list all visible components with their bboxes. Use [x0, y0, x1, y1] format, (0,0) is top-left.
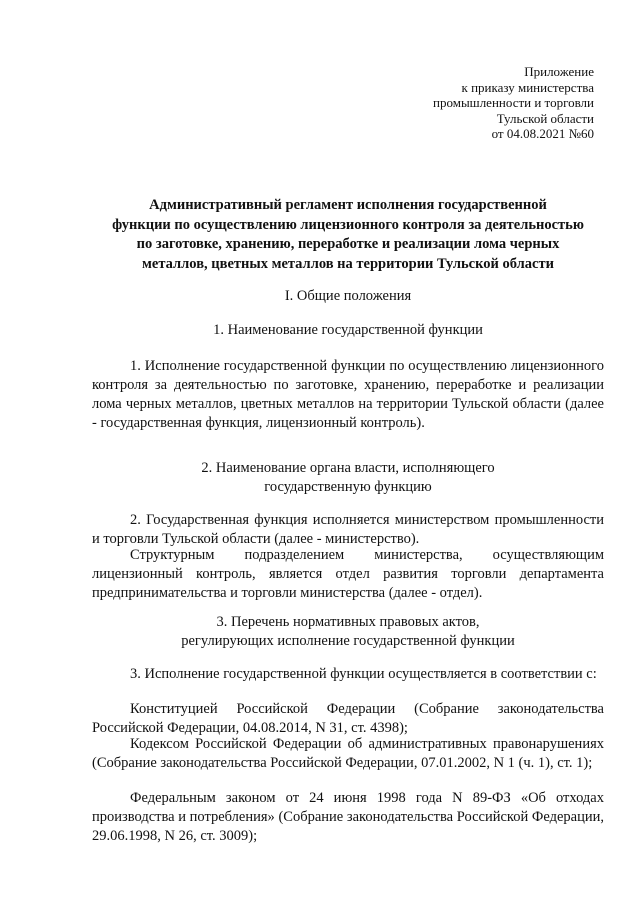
- appendix-line: Приложение: [524, 64, 594, 79]
- appendix-line: от 04.08.2021 №60: [491, 126, 594, 141]
- subsection-heading-2: [92, 459, 604, 497]
- subsection-heading-1: 1. Наименование государственной функции: [213, 322, 483, 338]
- appendix-line: промышленности и торговли: [433, 95, 594, 110]
- paragraph-1: 1. Исполнение государственной функции по осуществлению лицензионного контроля за деятельностью по заготовке, хранению, переработке и реализации лома черных металлов, цветных металлов на территории Тульской области (далее - государственная функция, лицензионный контроль).: [92, 358, 604, 431]
- law-item-constitution: Конституцией Российской Федерации (Собрание законодательства Российской Федерации, 04.08.2014, N 31, ст. 4398);: [92, 701, 604, 736]
- paragraph-2b: Структурным подразделением министерства, осуществляющим лицензионный контроль, является отдел развития торговли департамента предпринимательства и торговли министерства (далее - отдел).: [92, 547, 604, 601]
- heading-line: регулирующих исполнение государственной функции: [181, 633, 515, 649]
- law-item-admin-code: Кодексом Российской Федерации об административных правонарушениях (Собрание законодательства Российской Федерации, 07.01.2002, N 1 (ч. 1), ст. 1);: [92, 736, 604, 771]
- document-title: [92, 196, 604, 274]
- heading-line: 2. Наименование органа власти, исполняющего: [201, 460, 495, 476]
- heading-line: государственную функцию: [264, 479, 432, 495]
- law-item-federal-law: Федеральным законом от 24 июня 1998 года N 89-ФЗ «Об отходах производства и потребления» (Собрание законодательства Российской Федерации, 29.06.1998, N 26, ст. 3009);: [92, 790, 604, 844]
- paragraph-2a: 2. Государственная функция исполняется министерством промышленности и торговли Тульской области (далее - министерство).: [92, 512, 604, 547]
- subsection-heading-3: [92, 613, 604, 651]
- appendix-note: [354, 64, 594, 142]
- title-line: металлов, цветных металлов на территории Тульской области: [142, 255, 554, 272]
- title-line: функции по осуществлению лицензионного контроля за деятельностью: [112, 216, 584, 233]
- section-heading: I. Общие положения: [284, 288, 412, 304]
- paragraph-3: 3. Исполнение государственной функции осуществляется в соответствии с:: [130, 666, 597, 682]
- heading-line: 3. Перечень нормативных правовых актов,: [216, 614, 480, 630]
- title-line: Административный регламент исполнения государственной: [149, 197, 547, 213]
- appendix-line: Тульской области: [496, 110, 594, 126]
- appendix-line: к приказу министерства: [461, 79, 594, 95]
- title-line: по заготовке, хранению, переработке и реализации лома черных: [136, 236, 560, 252]
